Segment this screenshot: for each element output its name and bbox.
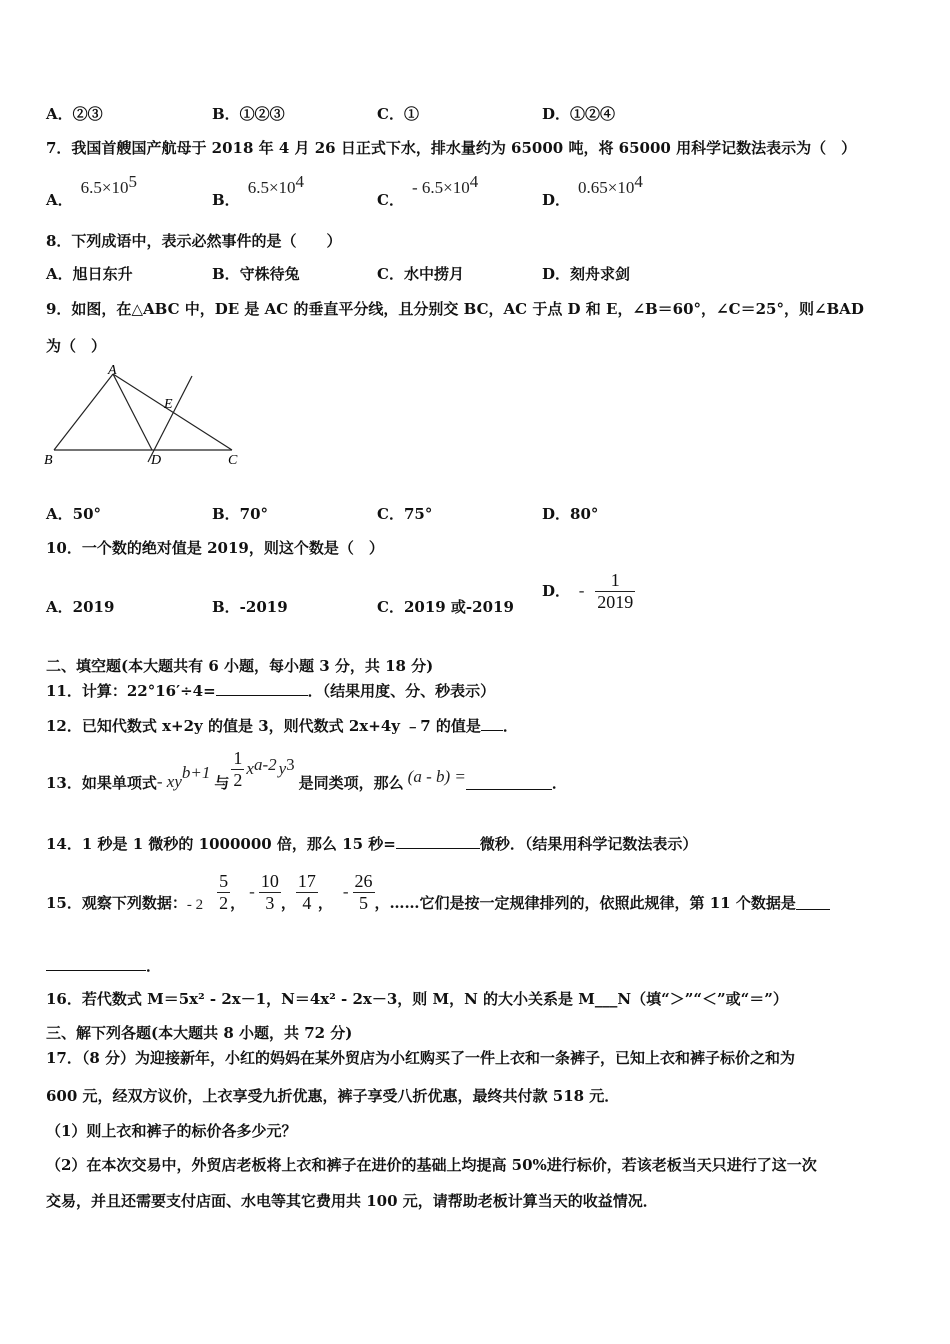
label-A: A (108, 363, 117, 378)
q12: 12．已知代数式 x+2y 的值是 3，则代数式 2x+4y ﹣7 的值是 ． (46, 717, 518, 735)
q9-option-c: C．75° (377, 505, 433, 523)
label-B: B (44, 453, 53, 468)
q9-option-a: A．50° (46, 505, 102, 523)
q10-option-a: A．2019 (46, 598, 115, 616)
q17-line1: 17．（8 分）为迎接新年，小红的妈妈在某外贸店为小红购买了一件上衣和一条裤子，已知上衣和裤子标价之和为 (46, 1049, 796, 1067)
label-D: D (151, 453, 162, 468)
section-2-heading: 二、填空题(本大题共有 6 小题，每小题 3 分，共 18 分) (46, 657, 434, 675)
q17-part2-line2: 交易，并且还需要支付店面、水电等其它费用共 100 元，请帮助老板计算当天的收益情况． (46, 1192, 658, 1210)
q10-stem: 10．一个数的绝对值是 2019，则这个数是（ ） (46, 539, 384, 557)
q15: 15．观察下列数据： - 2 $\frac{5}{2}$ ， - $\frac{10}{3}$ ， $\frac{17}{4}$ ， - $\frac{26}{5}$ ，……它们是按一定规律排列的，依照此规律，第 11 个数据是 (46, 866, 830, 918)
q10-option-d: D． - $\frac{1}{2019}$ (542, 570, 634, 612)
q7-stem: 7．我国首艘国产航母于 2018 年 4 月 26 日正式下水，排水量约为 65000 吨，将 65000 用科学记数法表示为（ ） (46, 139, 857, 157)
q7-option-b: B．$6.5\times 10^4$ (212, 172, 305, 209)
section-3-heading: 三、解下列各题(本大题共 8 小题，共 72 分) (46, 1024, 353, 1042)
q6-option-d: D．①②④ (542, 105, 616, 123)
q8-option-a: A．旭日东升 (46, 265, 133, 283)
q7-option-d: D．$0.65\times 10^4$ (542, 172, 643, 209)
q9-option-d: D．80° (542, 505, 599, 523)
q8-option-b: B．守株待兔 (212, 265, 300, 283)
q9-stem-line2: 为（ ） (46, 337, 107, 355)
q9-stem-line1: 9．如图，在△ABC 中，DE 是 AC 的垂直平分线，且分别交 BC，AC 于点 D 和 E，∠B＝60°，∠C＝25°，则∠BAD (46, 300, 864, 318)
label-E: E (164, 397, 173, 412)
q6-option-b: B．①②③ (212, 105, 285, 123)
q9-option-b: B．70° (212, 505, 269, 523)
q14: 14．1 秒是 1 微秒的 1000000 倍，那么 15 秒= 微秒．（结果用科学记数法表示） (46, 835, 698, 853)
q15-continuation: ． (46, 955, 161, 976)
q16: 16．若代数式 M＝5x² - 2x－1，N＝4x² - 2x－3，则 M，N 的大小关系是 M___N（填“＞”“＜”或“＝”） (46, 990, 788, 1008)
q8-stem: 8．下列成语中，表示必然事件的是（ ） (46, 232, 342, 250)
q10-option-b: B．-2019 (212, 598, 288, 616)
label-C: C (228, 453, 238, 468)
q10-option-c: C．2019 或-2019 (377, 598, 514, 616)
triangle-figure (40, 362, 250, 472)
q7-option-a: A．$6.5\times 10^5$ (46, 172, 137, 209)
q8-option-d: D．刻舟求剑 (542, 265, 631, 283)
q11: 11．计算：22°16′÷4= ．（结果用度、分、秒表示） (46, 682, 496, 700)
q8-option-c: C．水中捞月 (377, 265, 464, 283)
q6-option-c: C．① (377, 105, 419, 123)
q7-option-c: C．- $6.5\times 10^4$ (377, 172, 479, 209)
q6-option-a: A．②③ (46, 105, 103, 123)
q17-part1: （1）则上衣和裤子的标价各多少元？ (46, 1122, 297, 1140)
q13: 13．如果单项式 - xy b+1 与 $\frac{1}{2}$ x a-2 y 3 是同类项，那么 (a - b) = ． (46, 747, 567, 792)
q17-line2: 600 元，经双方议价，上衣享受九折优惠，裤子享受八折优惠，最终共付款 518 元． (46, 1087, 620, 1105)
q17-part2-line1: （2）在本次交易中，外贸店老板将上衣和裤子在进价的基础上均提高 50%进行标价，若该老板当天只进行了这一次 (46, 1156, 817, 1174)
